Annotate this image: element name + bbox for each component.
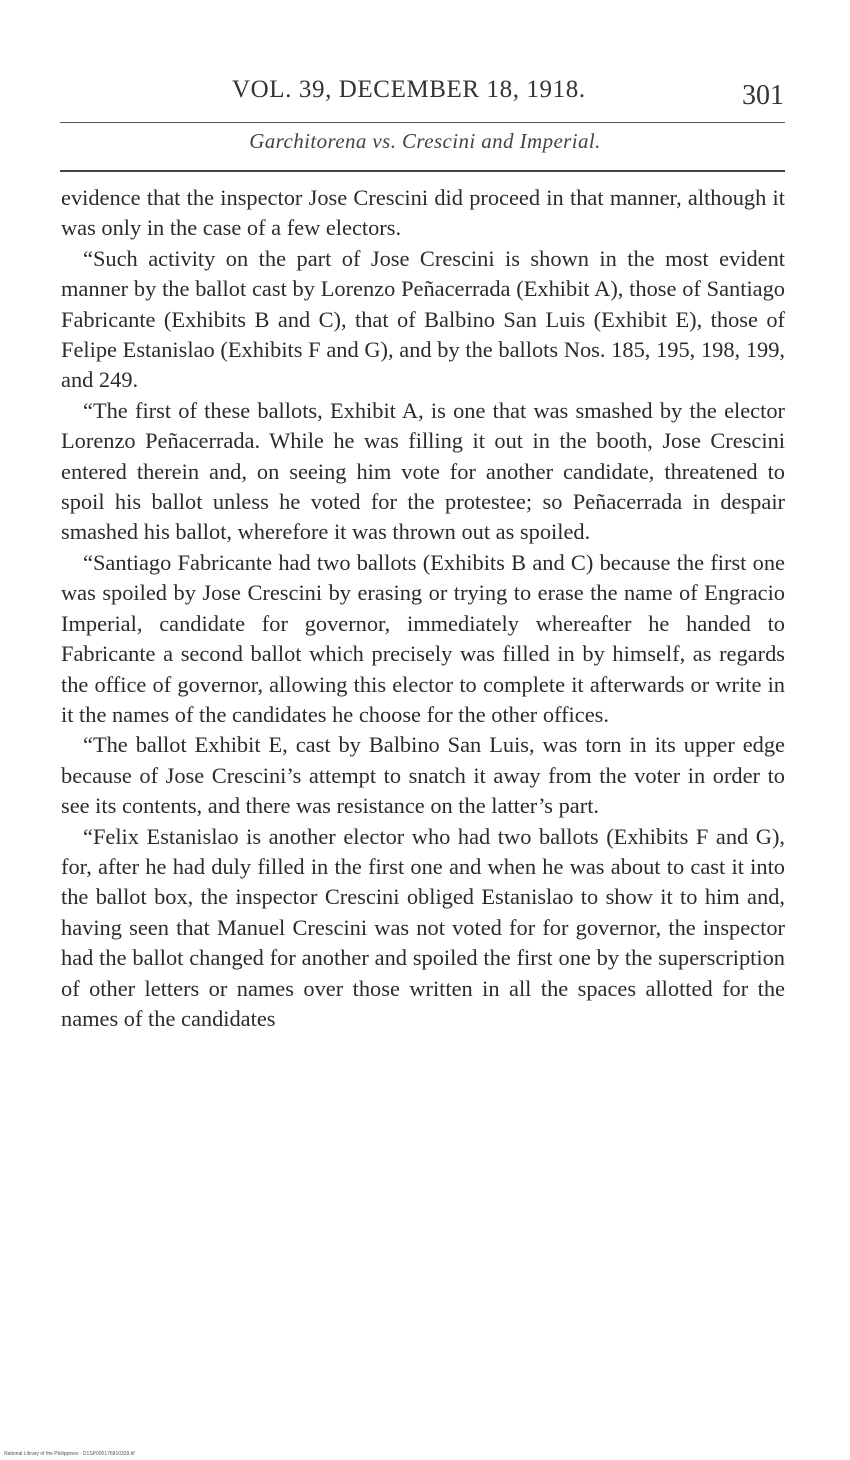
header-rule-top xyxy=(60,122,785,123)
header-rule-bottom xyxy=(60,170,785,172)
running-title: VOL. 39, DECEMBER 18, 1918. xyxy=(232,76,586,103)
paragraph: “Santiago Fabricante had two ballots (Exhibits B and C) because the first one was spoiled by Jose Crescini by erasing or trying to erase the name of Engracio Imperial, candidate for governor, immediately whereafter he handed to Fabricante a second ballot which precisely was filled in by himself, as regards the office of governor, allowing this elector to complete it afterwards or write in it the names of the candidates he choose for the other offices. xyxy=(61,549,785,727)
page-number: 301 xyxy=(742,80,784,111)
paragraph: “The ballot Exhibit E, cast by Balbino San Luis, was torn in its upper edge because of Jose Crescini’s attempt to snatch it away from the voter in order to see its contents, and there was resistance on the latter’s part. xyxy=(61,732,785,819)
body-text xyxy=(61,183,785,1034)
paragraph: “Such activity on the part of Jose Crescini is shown in the most evident manner by the ballot cast by Lorenzo Peñacerrada (Exhibit A), those of Santiago Fabricante (Exhibits B and C), that of Balbino San Luis (Exhibit E), those of Felipe Estanislao (Exhibits F and G), and by the ballots Nos. 185, 195, 198, 199, and 249. xyxy=(61,245,785,393)
paragraph: “Felix Estanislao is another elector who had two ballots (Exhibits F and G), for, after he had duly filled in the first one and when he was about to cast it into the ballot box, the inspector Crescini obliged Estanislao to show it to him and, having seen that Manuel Crescini was not voted for for governor, the inspector had the ballot changed for another and spoiled the first one by the superscription of other letters or names over those written in all the spaces allotted for the names of the candidates xyxy=(61,823,785,1031)
paragraph: “The first of these ballots, Exhibit A, is one that was smashed by the elector Lorenzo Peñacerrada. While he was filling it out in the booth, Jose Crescini entered therein and, on seeing him vote for another candidate, threatened to spoil his ballot unless he voted for the protestee; so Peñacerrada in despair smashed his ballot, wherefore it was thrown out as spoiled. xyxy=(61,397,785,545)
case-title: Garchitorena vs. Crescini and Imperial. xyxy=(249,129,601,153)
scan-footer: National Library of the Philippines · D1SP000176810339.tif xyxy=(4,1451,135,1457)
paragraph: evidence that the inspector Jose Crescini did proceed in that manner, although it was only in the case of a few electors. xyxy=(61,185,785,241)
